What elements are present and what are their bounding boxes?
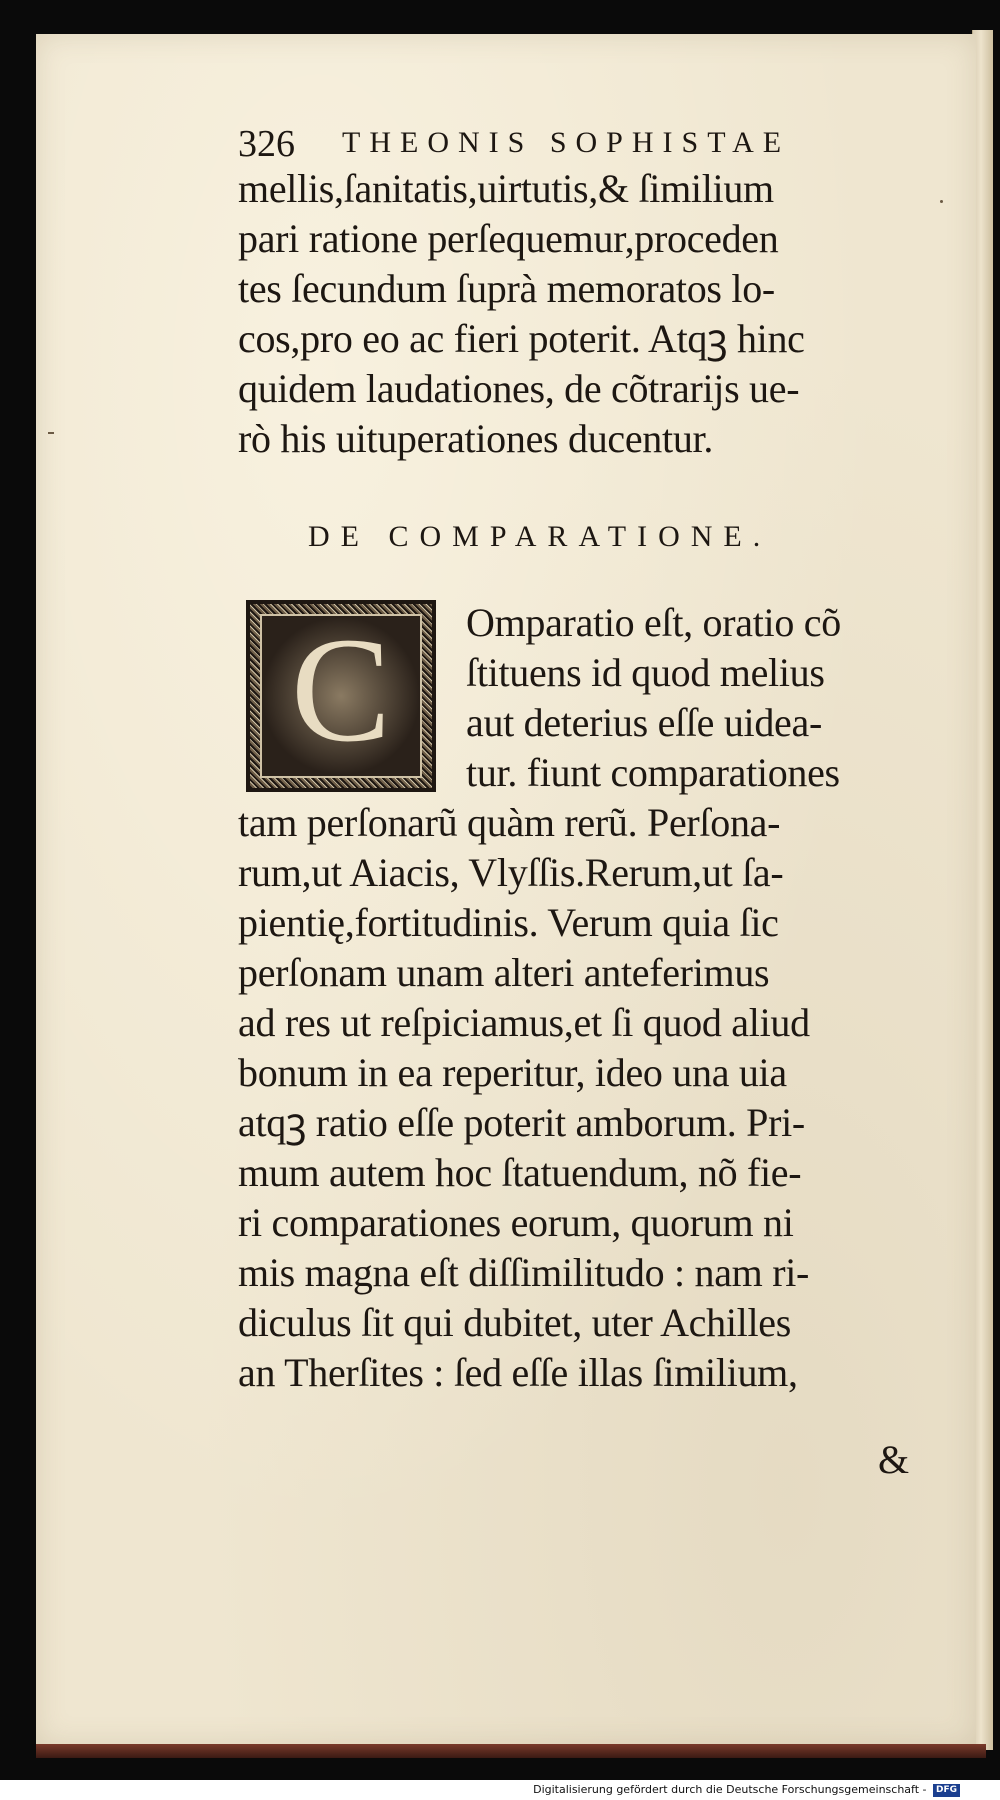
catchword: & [878, 1437, 910, 1482]
text-line: aut deterius eſſe uidea- [466, 700, 822, 745]
text-line: pari ratione perſequemur,proceden [238, 216, 779, 261]
text-line: tur. fiunt comparationes [466, 750, 840, 795]
text-line: rò his uituperationes ducentur. [238, 416, 714, 461]
text-line: cos,pro eo ac fieri poterit. Atqꝫ hinc [238, 316, 805, 361]
text-line: rum,ut Aiacis, Vlyſſis.Rerum,ut ſa- [238, 850, 784, 895]
margin-mark [48, 432, 54, 434]
page-number: 326 [238, 123, 295, 165]
text-line: mellis,ſanitatis,uirtutis,& ſimilium [238, 166, 774, 211]
text-line: perſonam unam alteri anteferimus [238, 950, 770, 995]
section-heading: DE COMPARATIONE. [308, 520, 772, 553]
text-line: atqꝫ ratio eſſe poterit amborum. Pri- [238, 1100, 805, 1145]
digitization-credit [533, 1782, 960, 1798]
text-line: ſtituens id quod melius [466, 650, 825, 695]
text-line: ad res ut reſpiciamus,et ſi quod aliud [238, 1000, 810, 1045]
margin-mark [940, 200, 943, 203]
text-line: tam perſonarũ quàm rerũ. Perſona- [238, 800, 781, 845]
text-line: pientię,fortitudinis. Verum quia ſic [238, 900, 779, 945]
page-bottom-edge [36, 1744, 986, 1758]
decorated-initial [246, 600, 436, 792]
text-line: diculus ſit qui dubitet, uter Achilles [238, 1300, 791, 1345]
text-line: quidem laudationes, de cõtrarijs ue- [238, 366, 800, 411]
text-line: Omparatio eſt, oratio cõ [466, 600, 841, 645]
text-line: mum autem hoc ſtatuendum, nõ fie- [238, 1150, 802, 1195]
text-line: an Therſites : ſed eſſe illas ſimilium, [238, 1350, 798, 1395]
text-line: tes ſecundum ſuprà memoratos lo- [238, 266, 775, 311]
credit-text: Digitalisierung gefördert durch die Deutsche Forschungsgemeinschaft - [533, 1783, 927, 1796]
running-title: THEONIS SOPHISTAE [342, 126, 791, 159]
dfg-logo: DFG [933, 1784, 960, 1797]
initial-letter: C [290, 607, 392, 773]
text-line: ri comparationes eorum, quorum ni [238, 1200, 794, 1245]
text-line: bonum in ea reperitur, ideo una uia [238, 1050, 787, 1095]
text-line: mis magna eſt diſſimilitudo : nam ri- [238, 1250, 810, 1295]
